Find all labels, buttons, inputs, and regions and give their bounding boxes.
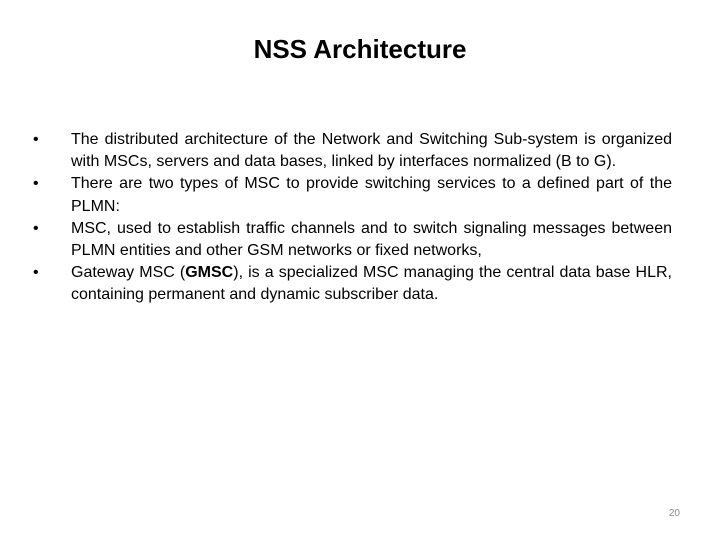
page-number: 20 [668, 508, 680, 519]
bullet-text: There are two types of MSC to provide switching services to a defined part of the PLMN: [71, 175, 672, 215]
bullet-icon: • [33, 219, 39, 237]
bullet-text: MSC, used to establish traffic channels and to switch signaling messages between PLMN entities and other GSM networks or fixed networks, [71, 219, 672, 260]
bullet-text: The distributed architecture of the Network and Switching Sub-system is organized with MSCs, servers and data bases, linked by interfaces normalized (B to G). [71, 131, 672, 171]
bullet-text-before: Gateway MSC ( [71, 264, 186, 282]
bullet-item-msc [33, 218, 672, 262]
bullet-text-bold-gmsc: GMSC [185, 264, 234, 282]
bullet-icon: • [33, 175, 39, 193]
bullet-list [33, 129, 673, 307]
bullet-icon: • [33, 131, 39, 148]
slide-title: NSS Architecture [253, 34, 467, 64]
bullet-item-distributed-architecture [33, 129, 672, 173]
bullet-item-gateway-msc [33, 262, 673, 306]
bullet-text-after: ), is a specialized MSC managing the central data base HLR, containing permanent and dynamic subscriber data. [71, 264, 673, 304]
bullet-item-two-types-msc [33, 173, 672, 217]
bullet-icon: • [33, 264, 39, 282]
